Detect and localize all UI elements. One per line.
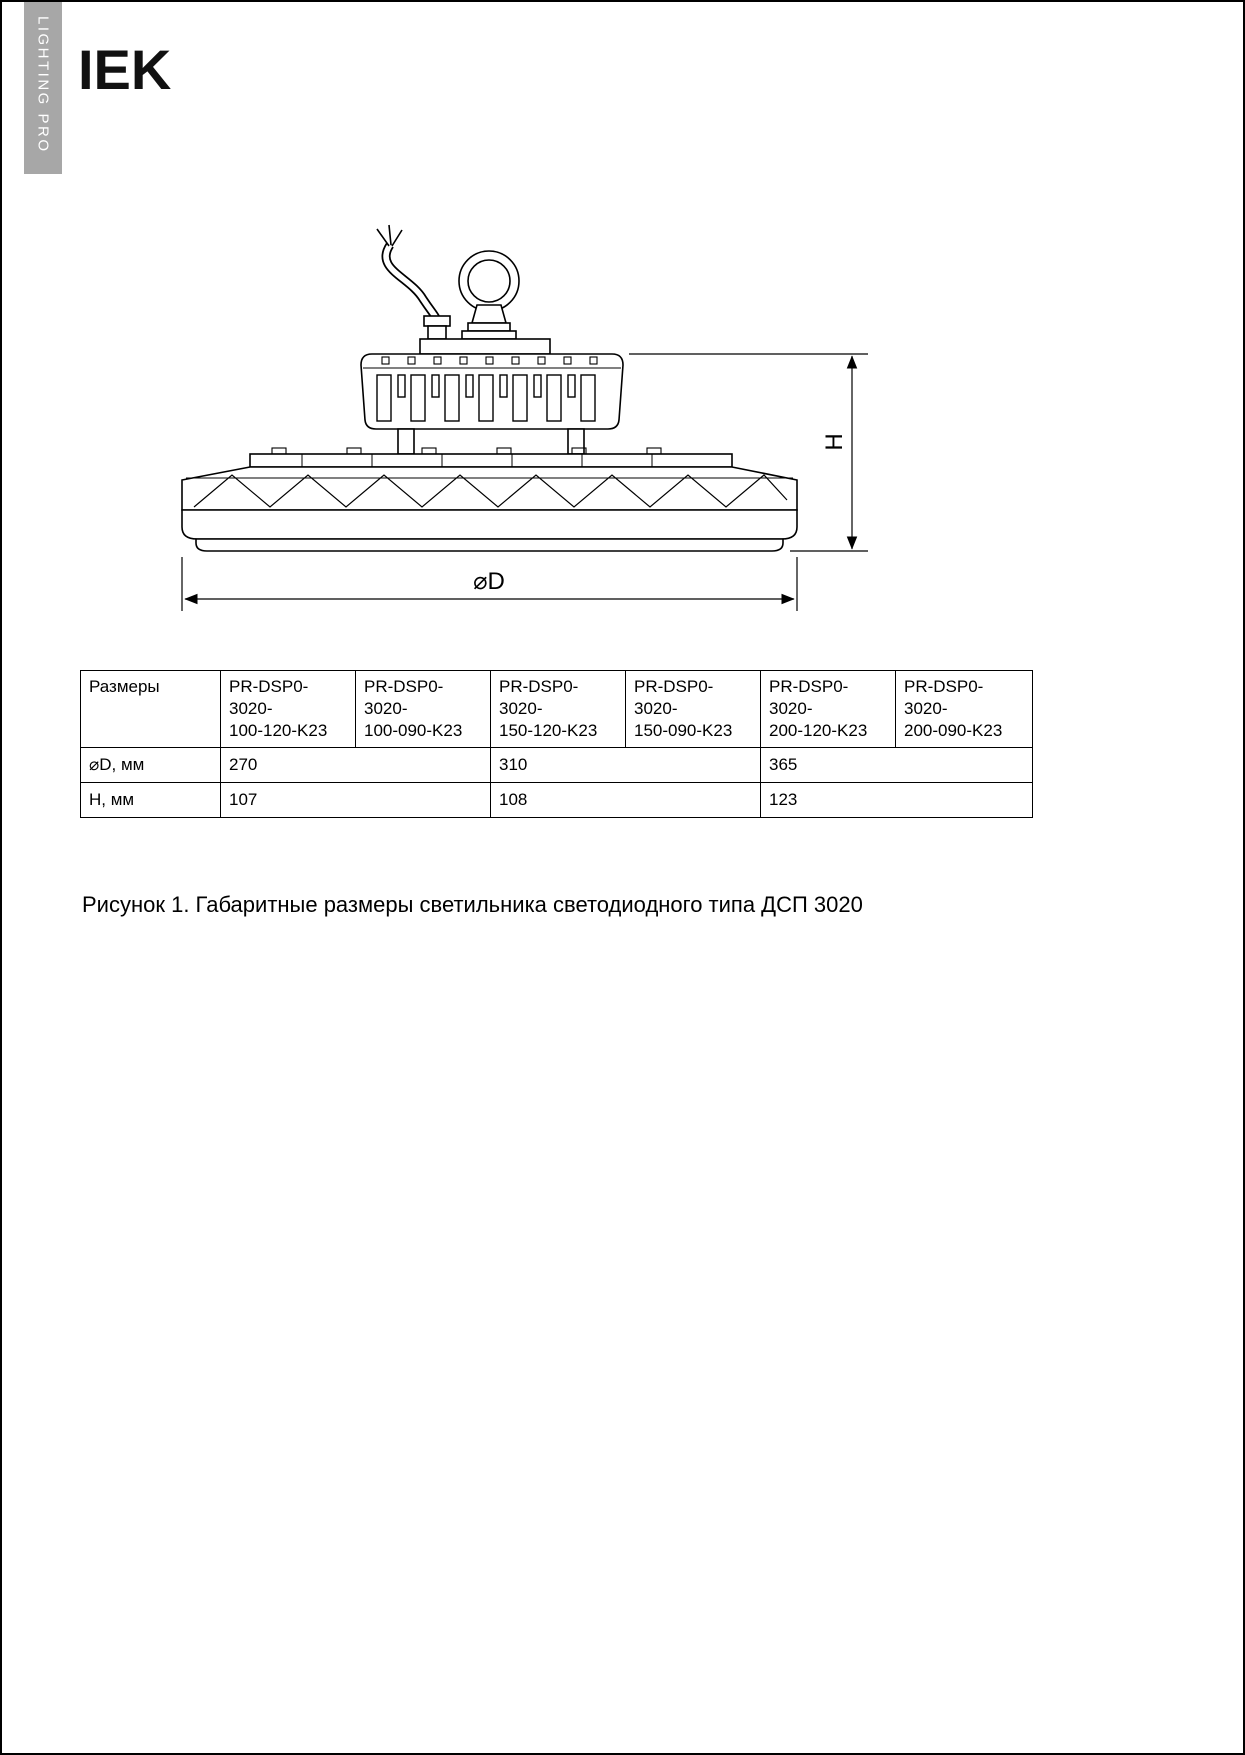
mount-plate (420, 339, 550, 354)
mounting-posts (398, 429, 584, 454)
table-col-header-3: PR-DSP0-3020- 150-120-K23 (491, 671, 626, 748)
figure-caption: Рисунок 1. Габаритные размеры светильника светодиодного типа ДСП 3020 (82, 892, 863, 917)
dimension-d-label: ⌀D (473, 568, 505, 595)
eye-bolt (459, 251, 519, 339)
dimension-h-label: H (821, 433, 848, 451)
table-corner-header: Размеры (81, 671, 221, 748)
heatsink (361, 354, 623, 429)
row-label-height: H, мм (81, 783, 221, 818)
table-col-header-6: PR-DSP0-3020- 200-090-K23 (896, 671, 1033, 748)
table-col-header-2: PR-DSP0-3020- 100-090-K23 (356, 671, 491, 748)
power-cable (377, 225, 436, 318)
lamp-body (182, 448, 797, 551)
table-col-header-5: PR-DSP0-3020- 200-120-K23 (761, 671, 896, 748)
table-row-diameter (81, 748, 1033, 783)
luminaire-drawing (132, 217, 902, 627)
value-d-150: 310 (491, 748, 761, 783)
row-label-diameter: ⌀D, мм (81, 748, 221, 783)
table-col-header-1: PR-DSP0-3020- 100-120-K23 (221, 671, 356, 748)
cable-gland (424, 316, 450, 339)
table-header-row (81, 671, 1033, 748)
lighting-pro-label: LIGHTING PRO (34, 16, 52, 154)
value-d-200: 365 (761, 748, 1033, 783)
lighting-pro-tab (24, 2, 62, 174)
value-h-200: 123 (761, 783, 1033, 818)
table-col-header-4: PR-DSP0-3020- 150-090-K23 (626, 671, 761, 748)
table-row-height (81, 783, 1033, 818)
value-h-100: 107 (221, 783, 491, 818)
value-d-100: 270 (221, 748, 491, 783)
value-h-150: 108 (491, 783, 761, 818)
iek-logo: IEK (78, 38, 172, 101)
dimensions-table (80, 670, 1033, 818)
